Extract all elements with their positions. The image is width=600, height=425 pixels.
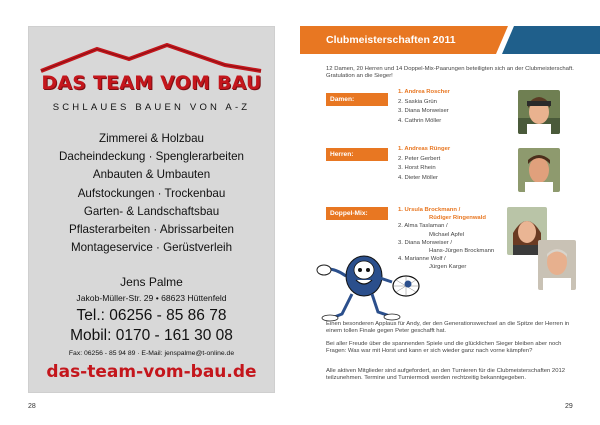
service-item: Montageservice · Gerüstverleih bbox=[70, 241, 233, 255]
intro-text: 12 Damen, 20 Herren und 14 Doppel-Mix-Paarungen beteiligten sich an der Clubmeisterschaft. Gratulation an die Sieger! bbox=[326, 66, 574, 80]
service-item: Garten- & Landschaftsbau bbox=[83, 204, 220, 218]
list-item: 3. Diana Morweiser bbox=[398, 108, 449, 115]
contact-name: Jens Palme bbox=[120, 275, 183, 289]
website-link[interactable]: das-team-vom-bau.de bbox=[46, 362, 257, 382]
list-item: Hans-Jürgen Brockmann bbox=[429, 248, 495, 255]
page-number-right: 29 bbox=[565, 403, 573, 410]
paragraph: Einen besonderen Applaus für Andy, der den Generationswechsel an die Spitze der Herren in einem tollen Finale gegen Peter geschafft hat. bbox=[326, 321, 570, 335]
list-item: Rüdiger Ringenwald bbox=[429, 215, 486, 222]
list-item: Jürgen Karger bbox=[429, 264, 467, 271]
list-item: 4. Marianne Wolf / bbox=[398, 256, 446, 263]
category-label-mixed: Doppel-Mix: bbox=[326, 207, 388, 220]
page-title: Clubmeisterschaften 2011 bbox=[326, 34, 456, 46]
list-item: 2. Alma Taslaman / bbox=[398, 223, 448, 230]
contact-address: Jakob-Müller-Str. 29 • 68623 Hüttenfeld bbox=[76, 293, 227, 303]
service-item: Zimmerei & Holzbau bbox=[98, 132, 205, 145]
list-item: 2. Peter Gerbert bbox=[398, 155, 441, 162]
service-item: Anbauten & Umbauten bbox=[92, 168, 211, 182]
results-list-damen bbox=[398, 88, 450, 126]
service-item: Aufstockungen · Trockenbau bbox=[77, 186, 226, 200]
list-item: 4. Cathrin Möller bbox=[398, 117, 442, 124]
brand-name: DAS TEAM VOM BAU bbox=[41, 72, 262, 94]
brand-tagline: SCHLAUES BAUEN VON A-Z bbox=[52, 102, 251, 113]
paragraph: Alle aktiven Mitglieder sind aufgefordert, an den Turnieren für die Clubmeisterschaften 2012 teilzunehmen. Termine und Turniermodi werden rechtzeitig bekanntgegeben. bbox=[326, 368, 566, 382]
advertisement bbox=[28, 26, 275, 393]
mobile-number: Mobil: 0170 - 161 30 08 bbox=[70, 327, 233, 344]
list-item: 3. Horst Rhein bbox=[398, 165, 436, 172]
list-item: 1. Ursula Brockmann / bbox=[398, 207, 461, 213]
roof-logo-icon bbox=[37, 43, 265, 73]
list-item: 3. Diana Morweiser / bbox=[398, 239, 453, 246]
list-item: Michael Apfel bbox=[429, 231, 465, 238]
service-item: Dacheindeckung · Spenglerarbeiten bbox=[59, 150, 244, 164]
winner-photo-herren bbox=[518, 148, 560, 192]
list-item: 1. Andrea Roscher bbox=[398, 89, 450, 95]
tennis-mascot-icon bbox=[312, 248, 422, 322]
paragraph: Bei aller Freude über die spannenden Spiele und die glücklichen Sieger bleiben aber noch Fragen: Was war mit Horst und kann er sich wieder ganz nach vorne kämpfen? bbox=[326, 341, 562, 355]
page-number-left: 28 bbox=[28, 403, 36, 410]
service-item: Pflasterarbeiten · Abrissarbeiten bbox=[69, 223, 234, 237]
services-list bbox=[29, 130, 274, 257]
list-item: 1. Andreas Rünger bbox=[398, 146, 451, 152]
winner-photo-mixed-man bbox=[538, 240, 576, 290]
results-list-herren bbox=[398, 145, 450, 183]
winner-photo-damen bbox=[518, 90, 560, 134]
category-label-herren: Herren: bbox=[326, 148, 388, 161]
category-label-damen: Damen: bbox=[326, 93, 388, 106]
list-item: 2. Saskia Grün bbox=[398, 98, 437, 105]
fax-email-line: Fax: 06256 - 85 94 89 · E-Mail: jenspalme@t-online.de bbox=[68, 350, 235, 357]
telephone-number: Tel.: 06256 - 85 86 78 bbox=[76, 307, 227, 324]
list-item: 4. Dieter Möller bbox=[398, 174, 438, 181]
